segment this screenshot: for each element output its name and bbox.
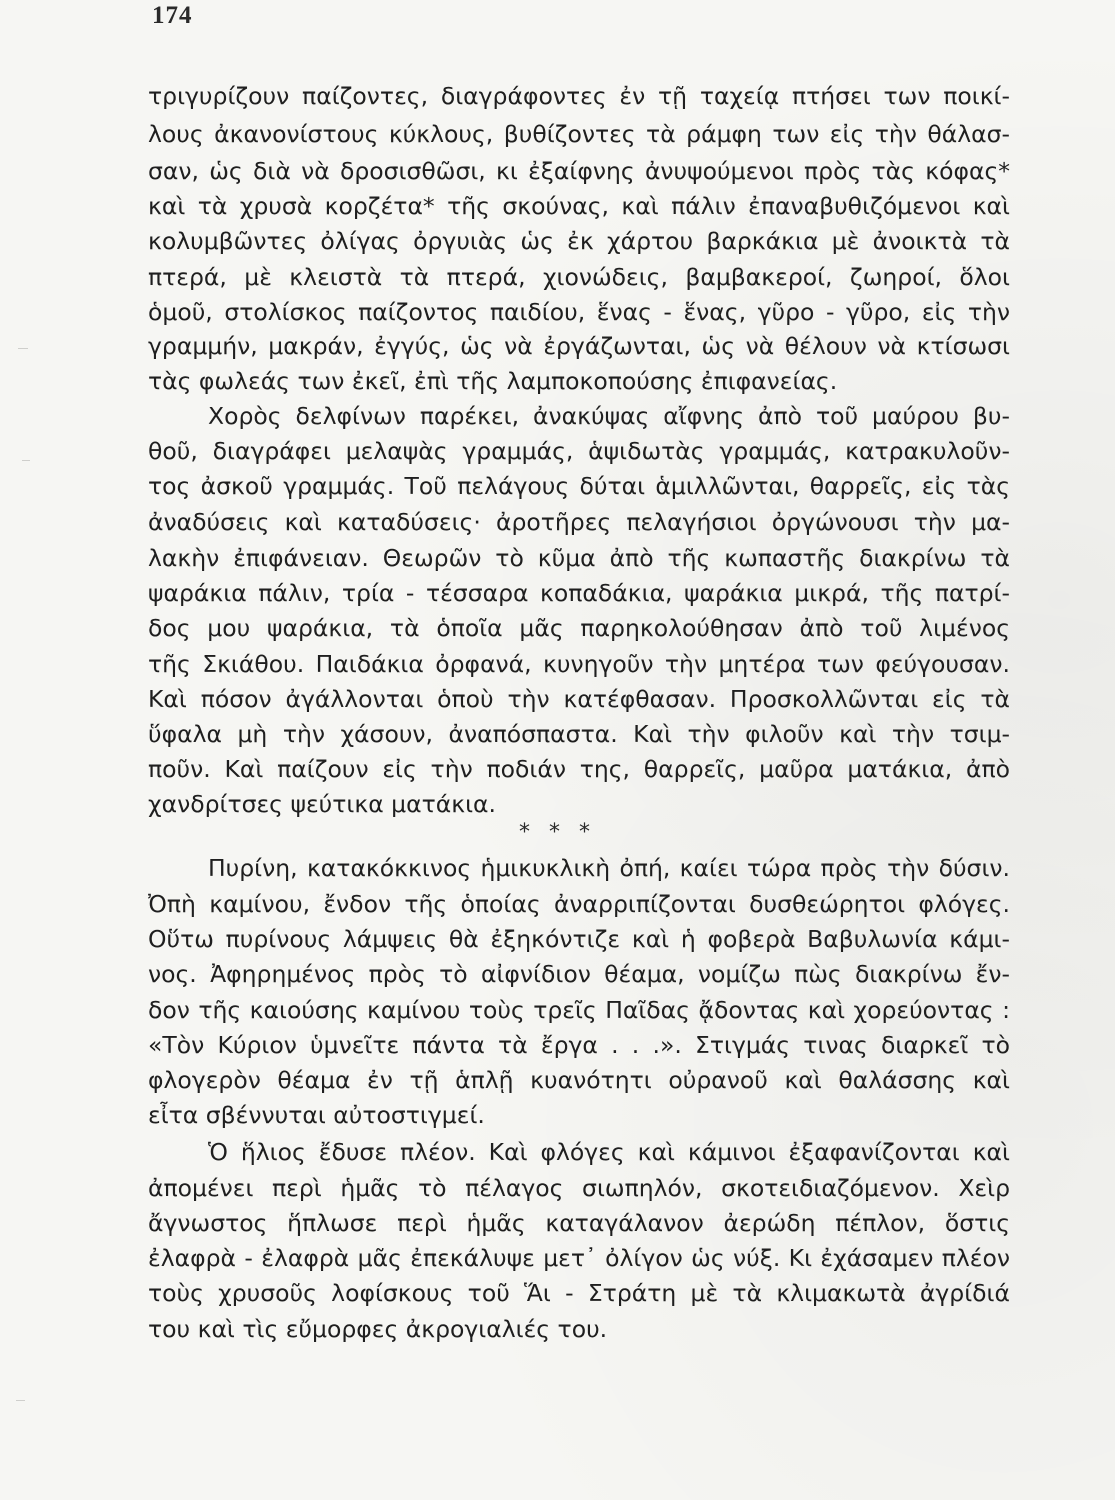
text-line: Ὀπὴ καμίνου, ἔνδον τῆς ὁποίας ἀναρριπίζονται δυσθεώρητοι φλόγες. [148,890,1010,918]
text-line: τοὺς χρυσοῦς λοφίσκους τοῦ Ἅι - Στράτη μὲ τὰ κλιμακωτὰ ἀγρίδιά [148,1279,1010,1307]
text-line: ποῦν. Καὶ παίζουν εἰς τὴν ποδιάν της, θαρρεῖς, μαῦρα ματάκια, ἀπὸ [148,755,1010,783]
text-line: ἐλαφρὰ - ἐλαφρὰ μᾶς ἐπεκάλυψε μετ᾽ ὀλίγον ὡς νύξ. Κι ἐχάσαμεν πλέον [148,1244,1010,1272]
text-line: ἀναδύσεις καὶ καταδύσεις· ἀροτῆρες πελαγήσιοι ὀργώνουσι τὴν μα- [148,508,1010,536]
text-line: Πυρίνη, κατακόκκινος ἡμικυκλικὴ ὀπή, καίει τώρα πρὸς τὴν δύσιν. [208,854,1010,882]
text-line: πτερά, μὲ κλειστὰ τὰ πτερά, χιονώδεις, βαμβακεροί, ζωηροί, ὅλοι [148,263,1010,291]
text-line: καὶ τὰ χρυσὰ κορζέτα* τῆς σκούνας, καὶ πάλιν ἐπαναβυθιζόμενοι καὶ [148,192,1010,220]
text-line: λους ἀκανονίστους κύκλους, βυθίζοντες τὰ ράμφη των εἰς τὴν θάλασ- [148,120,1010,148]
text-line: κολυμβῶντες ὀλίγας ὀργυιὰς ὡς ἐκ χάρτου βαρκάκια μὲ ἀνοικτὰ τὰ [148,227,1010,255]
text-line: θοῦ, διαγράφει μελαψὰς γραμμάς, ἁψιδωτὰς γραμμάς, κατρακυλοῦν- [148,437,1010,465]
text-line: τῆς Σκιάθου. Παιδάκια ὀρφανά, κυνηγοῦν τὴν μητέρα των φεύγουσαν. [148,650,1010,678]
text-line: ὁμοῦ, στολίσκος παίζοντος παιδίου, ἕνας - ἕνας, γῦρο - γῦρο, εἰς τὴν [148,298,1010,326]
text-line: γραμμήν, μακράν, ἐγγύς, ὡς νὰ ἐργάζωνται, ὡς νὰ θέλουν νὰ κτίσωσι [148,332,1010,360]
text-line: φλογερὸν θέαμα ἐν τῇ ἁπλῇ κυανότητι οὐρανοῦ καὶ θαλάσσης καὶ [148,1066,1010,1094]
text-line: εἶτα σβέννυται αὐτοστιγμεί. [148,1101,485,1129]
text-line: δος μου ψαράκια, τὰ ὁποῖα μᾶς παρηκολούθησαν ἀπὸ τοῦ λιμένος [148,614,1010,642]
page-number: 174 [152,2,193,29]
text-line: χανδρίτσες ψεύτικα ματάκια. [148,790,497,818]
text-line: ἄγνωστος ἥπλωσε περὶ ἡμᾶς καταγάλανον ἀερώδη πέπλον, ὅστις [148,1209,1010,1237]
text-line: Οὕτω πυρίνους λάμψεις θὰ ἐξηκόντιζε καὶ ἡ φοβερὰ Βαβυλωνία κάμι- [148,925,1010,953]
text-line: Ὁ ἥλιος ἔδυσε πλέον. Καὶ φλόγες καὶ κάμινοι ἐξαφανίζονται καὶ [208,1138,1010,1166]
text-line: τος ἀσκοῦ γραμμάς. Τοῦ πελάγους δύται ἁμιλλῶνται, θαρρεῖς, εἰς τὰς [148,472,1010,500]
text-line: ἀπομένει περὶ ἡμᾶς τὸ πέλαγος σιωπηλόν, σκοτειδιαζόμενον. Χεὶρ [148,1174,1010,1202]
text-line: τὰς φωλεάς των ἐκεῖ, ἐπὶ τῆς λαμποκοπούσης ἐπιφανείας. [148,367,838,395]
text-line: δον τῆς καιούσης καμίνου τοὺς τρεῖς Παῖδας ᾄδοντας καὶ χορεύοντας : [148,996,1010,1024]
text-line: Χορὸς δελφίνων παρέκει, ἀνακύψας αἴφνης ἀπὸ τοῦ μαύρου βυ- [208,402,1010,430]
text-line: του καὶ τὶς εὔμορφες ἀκρογιαλιές του. [148,1315,608,1343]
text-line: «Τὸν Κύριον ὑμνεῖτε πάντα τὰ ἔργα . . .». Στιγμάς τινας διαρκεῖ τὸ [148,1031,1010,1059]
scan-mark [22,460,30,461]
text-line: σαν, ὡς διὰ νὰ δροσισθῶσι, κι ἐξαίφνης ἀνυψούμενοι πρὸς τὰς κόφας* [148,157,1010,185]
text-line: Καὶ πόσον ἀγάλλονται ὁποὺ τὴν κατέφθασαν. Προσκολλῶνται εἰς τὰ [148,685,1010,713]
text-line: ὕφαλα μὴ τὴν χάσουν, ἀναπόσπαστα. Καὶ τὴν φιλοῦν καὶ τὴν τσιμ- [148,720,1010,748]
scan-mark [16,1400,25,1401]
scan-mark [18,348,28,349]
text-line: νος. Ἀφηρημένος πρὸς τὸ αἰφνίδιον θέαμα, νομίζω πὼς διακρίνω ἔν- [148,960,1010,988]
text-line: ψαράκια πάλιν, τρία - τέσσαρα κοπαδάκια, ψαράκια μικρά, τῆς πατρί- [148,579,1010,607]
section-separator: * * * [519,820,596,845]
text-line: τριγυρίζουν παίζοντες, διαγράφοντες ἐν τῇ ταχείᾳ πτήσει των ποικί- [148,82,1010,110]
text-line: λακὴν ἐπιφάνειαν. Θεωρῶν τὸ κῦμα ἀπὸ τῆς κωπαστῆς διακρίνω τὰ [148,544,1010,572]
